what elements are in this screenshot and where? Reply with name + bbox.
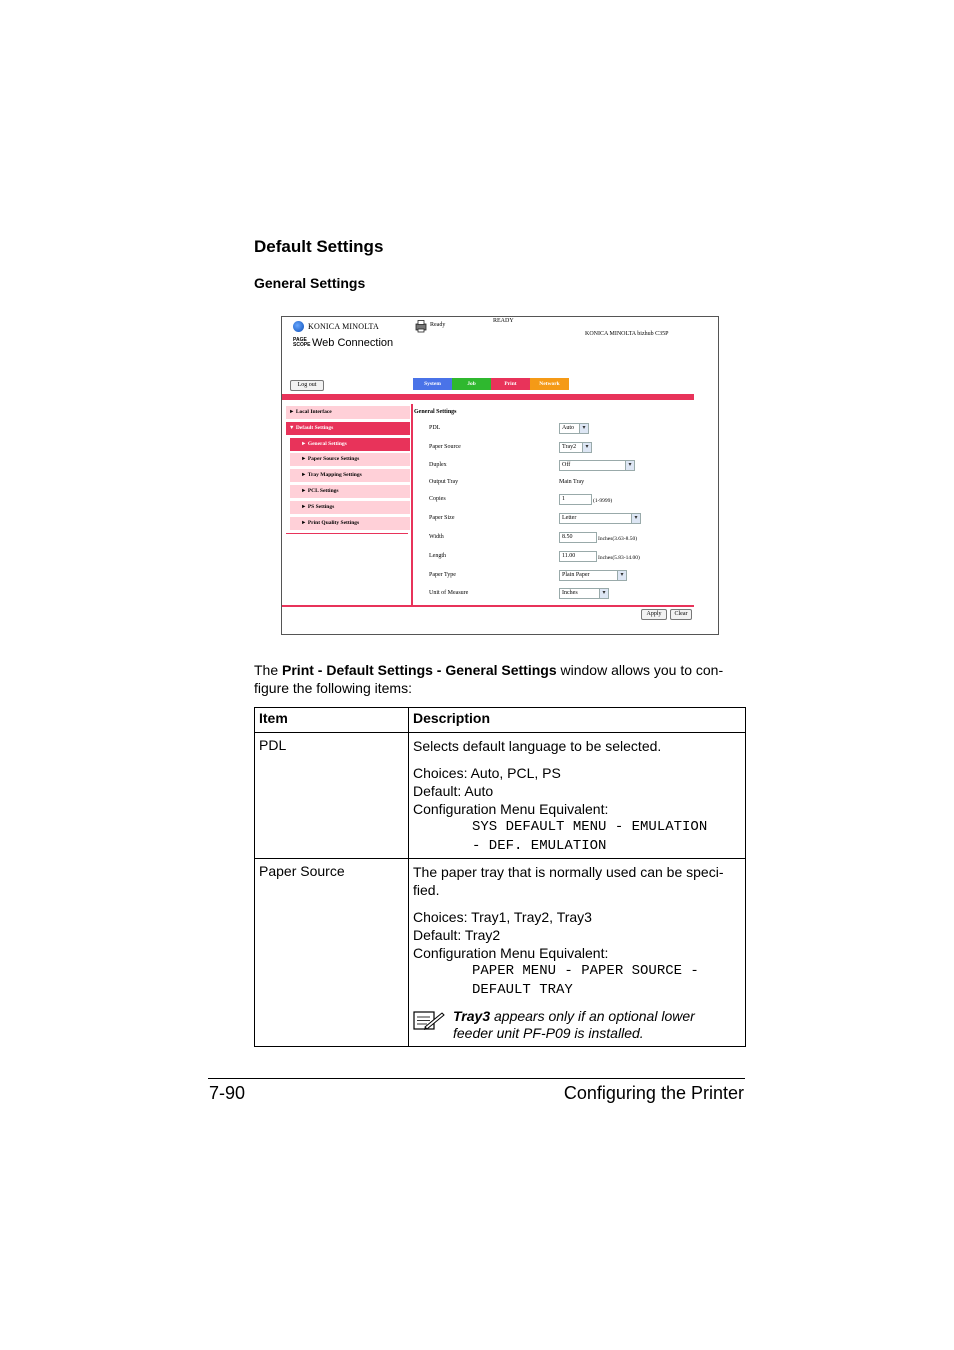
length-input[interactable]: 11.00	[559, 551, 597, 562]
tab-bar	[413, 378, 569, 390]
intro-text-bold: Print - Default Settings - General Settings	[282, 662, 557, 678]
settings-table	[254, 707, 746, 1047]
header-divider	[282, 394, 694, 400]
paper-source-menu-path-1: PAPER MENU - PAPER SOURCE -	[472, 963, 699, 979]
konica-minolta-logo	[293, 321, 379, 332]
output-tray-label: Output Tray	[429, 479, 459, 485]
web-connection-screenshot	[281, 316, 719, 635]
pdl-config-label: Configuration Menu Equivalent:	[413, 801, 609, 817]
output-tray-value: Main Tray	[559, 479, 585, 485]
pdl-label: PDL	[429, 425, 441, 431]
copies-label: Copies	[429, 496, 446, 502]
paper-source-label: Paper Source	[429, 444, 461, 450]
row-desc-pdl	[409, 733, 746, 859]
intro-paragraph	[254, 661, 746, 697]
chevron-down-icon: ▾	[599, 589, 608, 598]
unit-value: Inches	[562, 590, 578, 596]
copies-input[interactable]: 1	[559, 494, 592, 505]
paper-type-value: Plain Paper	[562, 572, 590, 578]
sidebar-item-pcl-settings[interactable]: ► PCL Settings	[290, 485, 410, 498]
sidebar-divider	[286, 533, 408, 534]
copies-range: (1-9999)	[593, 498, 613, 504]
sidebar-item-tray-mapping-settings[interactable]: ► Tray Mapping Settings	[290, 469, 410, 482]
sidebar-item-paper-source-settings[interactable]: ► Paper Source Settings	[290, 453, 410, 466]
width-label: Width	[429, 534, 444, 540]
header-description: Description	[409, 708, 746, 733]
table-header-row	[255, 708, 746, 733]
intro-text-post: window allows you to con-	[556, 662, 724, 678]
pdl-menu-path-1: SYS DEFAULT MENU - EMULATION	[472, 819, 708, 835]
width-input[interactable]: 8.50	[559, 532, 597, 543]
pdl-menu-path-2: - DEF. EMULATION	[472, 838, 607, 854]
panel-title: General Settings	[414, 409, 457, 415]
pagescope-top: PAGE	[293, 337, 307, 343]
paper-type-label: Paper Type	[429, 572, 456, 578]
duplex-label: Duplex	[429, 462, 447, 468]
note	[413, 1008, 741, 1042]
unit-label: Unit of Measure	[429, 590, 469, 596]
footer-rule	[208, 1078, 745, 1079]
paper-source-description-1: The paper tray that is normally used can be speci-	[413, 864, 724, 880]
web-connection-text: Web Connection	[312, 337, 394, 349]
note-text	[453, 1008, 695, 1042]
chapter-title: Configuring the Printer	[563, 1083, 744, 1103]
intro-text-line2: figure the following items:	[254, 680, 412, 696]
printer-icon	[414, 319, 428, 333]
tab-network[interactable]: Network	[530, 378, 569, 390]
pagescope-mark	[293, 338, 309, 348]
header-item: Item	[255, 708, 409, 733]
duplex-value: Off	[562, 462, 571, 468]
logout-button[interactable]: Log out	[290, 380, 324, 391]
chevron-down-icon: ▾	[579, 424, 588, 433]
sidebar-item-print-quality-settings[interactable]: ► Print Quality Settings	[290, 517, 410, 530]
sidebar-item-general-settings[interactable]: ► General Settings	[290, 438, 410, 451]
paper-source-choices: Choices: Tray1, Tray2, Tray3	[413, 909, 592, 925]
pdl-select[interactable]	[559, 423, 589, 434]
footer-divider	[282, 605, 694, 607]
paper-size-label: Paper Size	[429, 515, 455, 521]
pdl-choices: Choices: Auto, PCL, PS	[413, 765, 561, 781]
length-range: Inches(5.83-14.00)	[598, 555, 640, 561]
chevron-down-icon: ▾	[582, 443, 591, 452]
note-rest: appears only if an optional lower	[490, 1008, 695, 1024]
pdl-description: Selects default language to be selected.	[413, 738, 662, 754]
tab-system[interactable]: System	[413, 378, 452, 390]
paper-size-value: Letter	[562, 515, 577, 521]
duplex-select[interactable]	[559, 460, 635, 471]
pdl-default: Default: Auto	[413, 783, 494, 799]
pagescope-logo	[293, 337, 393, 349]
chevron-down-icon: ▾	[625, 461, 634, 470]
row-desc-paper-source	[409, 859, 746, 1047]
page-number: 7-90	[209, 1083, 246, 1103]
sidebar-item-ps-settings[interactable]: ► PS Settings	[290, 501, 410, 514]
table-row	[255, 733, 746, 859]
unit-select[interactable]	[559, 588, 609, 599]
panel-divider	[411, 404, 413, 605]
row-item-paper-source: Paper Source	[255, 859, 409, 1047]
section-heading: Default Settings	[254, 237, 384, 256]
pagescope-bottom: SCOPE	[293, 342, 311, 348]
chevron-down-icon: ▾	[631, 514, 640, 523]
paper-source-description-2: fied.	[413, 882, 440, 898]
note-line2: feeder unit PF-P09 is installed.	[453, 1025, 644, 1041]
sidebar-item-default-settings[interactable]: ▼ Default Settings	[286, 422, 410, 435]
paper-source-menu-path-2: DEFAULT TRAY	[472, 982, 573, 998]
sidebar-item-local-interface[interactable]: ► Local Interface	[286, 406, 410, 419]
printer-model: KONICA MINOLTA bizhub C35P	[585, 331, 669, 337]
intro-text-pre: The	[254, 662, 283, 678]
pdl-value: Auto	[562, 425, 574, 431]
sidebar	[286, 406, 410, 532]
subsection-heading: General Settings	[254, 275, 366, 291]
paper-size-select[interactable]	[559, 513, 641, 524]
tab-print[interactable]: Print	[491, 378, 530, 390]
width-range: Inches(3.63-8.50)	[598, 536, 638, 542]
length-label: Length	[429, 553, 446, 559]
note-pencil-icon	[413, 1008, 453, 1042]
clear-button[interactable]: Clear	[670, 609, 692, 620]
paper-type-select[interactable]	[559, 570, 627, 581]
tab-job[interactable]: Job	[452, 378, 491, 390]
chevron-down-icon: ▾	[617, 571, 626, 580]
brand-text: KONICA MINOLTA	[308, 322, 379, 331]
apply-button[interactable]: Apply	[641, 609, 667, 620]
status-readout: READY	[493, 318, 514, 324]
paper-source-default: Default: Tray2	[413, 927, 501, 943]
note-bold: Tray3	[453, 1008, 491, 1024]
table-row	[255, 859, 746, 1047]
row-item-pdl: PDL	[255, 733, 409, 859]
status-text: Ready	[430, 322, 446, 328]
paper-source-value: Tray2	[562, 444, 577, 450]
paper-source-select[interactable]	[559, 442, 592, 453]
paper-source-config-label: Configuration Menu Equivalent:	[413, 945, 609, 961]
globe-icon	[293, 321, 304, 332]
